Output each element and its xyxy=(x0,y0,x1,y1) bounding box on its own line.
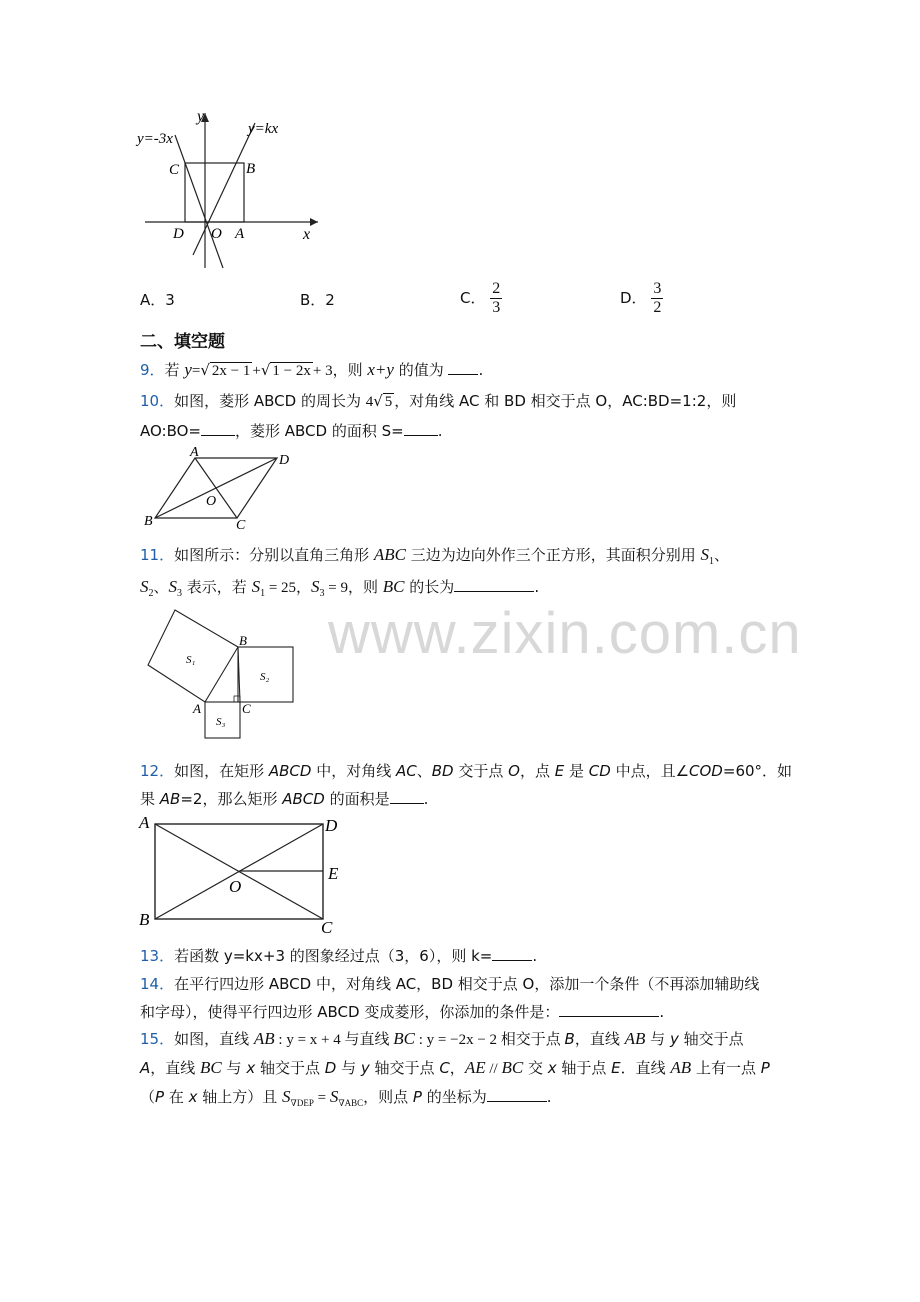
section-title: 二、填空题 xyxy=(140,332,225,352)
line-y-kx xyxy=(193,123,255,255)
label-O: O xyxy=(211,226,222,242)
watermark: www.zixin.com.cn xyxy=(328,601,802,666)
q10-answer-blank-2[interactable] xyxy=(404,419,438,436)
question-15-line2: A，直线 BC 与 x 轴交于点 D 与 y 轴交于点 C，AE // BC 交 x 轴于点 E．直线 AB 上有一点 P xyxy=(140,1058,770,1077)
label-B: B xyxy=(139,910,150,929)
option-d-fraction: $\frac{3}{2}$ xyxy=(653,280,662,316)
label-C: C xyxy=(242,701,251,716)
q8-option-d[interactable] xyxy=(620,280,663,317)
label-y: y xyxy=(197,108,205,125)
question-14-line2: 和字母），使得平行四边形 ABCD 变成菱形，你添加的条件是： . xyxy=(140,997,790,1027)
q11-answer-blank[interactable] xyxy=(454,575,534,592)
label-A: A xyxy=(193,701,201,716)
label-C: C xyxy=(236,518,246,533)
label-line-right: y=kx xyxy=(248,121,279,137)
q12-answer-blank[interactable] xyxy=(390,787,424,804)
question-15-line3: （P 在 x 轴上方）且 $S_{\nabla DEP} = S_{\nabla ABC}$，则点 P 的坐标为 . xyxy=(140,1087,552,1108)
label-D: D xyxy=(279,453,290,468)
label-O: O xyxy=(229,877,242,896)
q8-option-a[interactable]: A．3 xyxy=(140,291,175,309)
label-S2: S₂ xyxy=(260,671,270,683)
question-12-line2: 果 AB=2，那么矩形 ABCD 的面积是 . xyxy=(140,784,790,814)
square-abcd xyxy=(185,163,244,222)
label-S1: S₁ xyxy=(186,654,196,666)
label-B: B xyxy=(239,633,247,648)
label-B: B xyxy=(246,161,256,177)
q13-answer-blank[interactable] xyxy=(492,944,532,961)
question-9: 9．若 y=√ 2x − 1 +√ 1 − 2x + 3，则 x+y 的值为 . xyxy=(140,360,484,379)
question-11-line2: $S_2$、$S_3$ 表示，若 $S_1 = 25$，$S_3 = 9$，则 BC 的长为 . xyxy=(140,577,540,599)
q8-option-c[interactable] xyxy=(460,280,502,317)
option-c-label: C． xyxy=(460,289,486,307)
option-d-label: D． xyxy=(620,289,647,307)
label-x: x xyxy=(303,226,311,243)
label-A: A xyxy=(190,445,199,460)
question-13: 13．若函数 y=kx+3 的图象经过点（3，6），则 k= . xyxy=(140,941,790,971)
q10-answer-blank-1[interactable] xyxy=(201,419,235,436)
label-C: C xyxy=(169,162,180,178)
q8-option-b[interactable]: B．2 xyxy=(300,291,335,309)
q14-answer-blank[interactable] xyxy=(559,1000,659,1017)
label-A: A xyxy=(139,813,150,832)
q10-rhombus-figure xyxy=(140,443,300,538)
question-15: 15．如图，直线 AB : y = x + 4 与直线 BC : y = −2x − 2 相交于点 B，直线 AB 与 y 轴交于点 xyxy=(140,1029,744,1048)
q11-squares-figure xyxy=(140,605,310,745)
question-11: 11．如图所示：分别以直角三角形 ABC 三边为边向外作三个正方形，其面积分别用 $S_1$、 xyxy=(140,545,730,567)
question-10-line2: AO:BO= ，菱形 ABCD 的面积 S= . xyxy=(140,416,790,446)
label-line-left: y=-3x xyxy=(137,131,173,147)
label-S3: S₃ xyxy=(216,716,226,728)
q8-coordinate-figure xyxy=(135,105,335,275)
label-D: D xyxy=(173,226,184,242)
label-D: D xyxy=(325,816,338,835)
right-angle-mark xyxy=(234,696,240,702)
question-10: 10．如图，菱形 ABCD 的周长为 4√ 5 ，对角线 AC 和 BD 相交于点 O，AC:BD=1:2，则 xyxy=(140,392,737,410)
x-axis-arrow xyxy=(310,218,318,226)
q9-answer-blank[interactable] xyxy=(448,358,478,375)
label-B: B xyxy=(144,514,153,529)
label-A: A xyxy=(235,226,245,242)
q12-rectangle-figure xyxy=(135,812,350,937)
option-c-fraction: $\frac{2}{3}$ xyxy=(492,280,501,316)
diagonal-bd xyxy=(155,458,277,518)
label-O: O xyxy=(206,494,217,509)
label-E: E xyxy=(328,864,339,883)
question-12: 12．如图，在矩形 ABCD 中，对角线 AC、BD 交于点 O，点 E 是 CD 中点，且∠COD=60°．如 xyxy=(140,762,793,780)
q15-answer-blank[interactable] xyxy=(487,1085,547,1102)
line-y-neg3x xyxy=(175,135,223,268)
label-C: C xyxy=(321,918,333,937)
question-14: 14．在平行四边形 ABCD 中，对角线 AC，BD 相交于点 O，添加一个条件（不再添加辅助线 xyxy=(140,975,760,993)
